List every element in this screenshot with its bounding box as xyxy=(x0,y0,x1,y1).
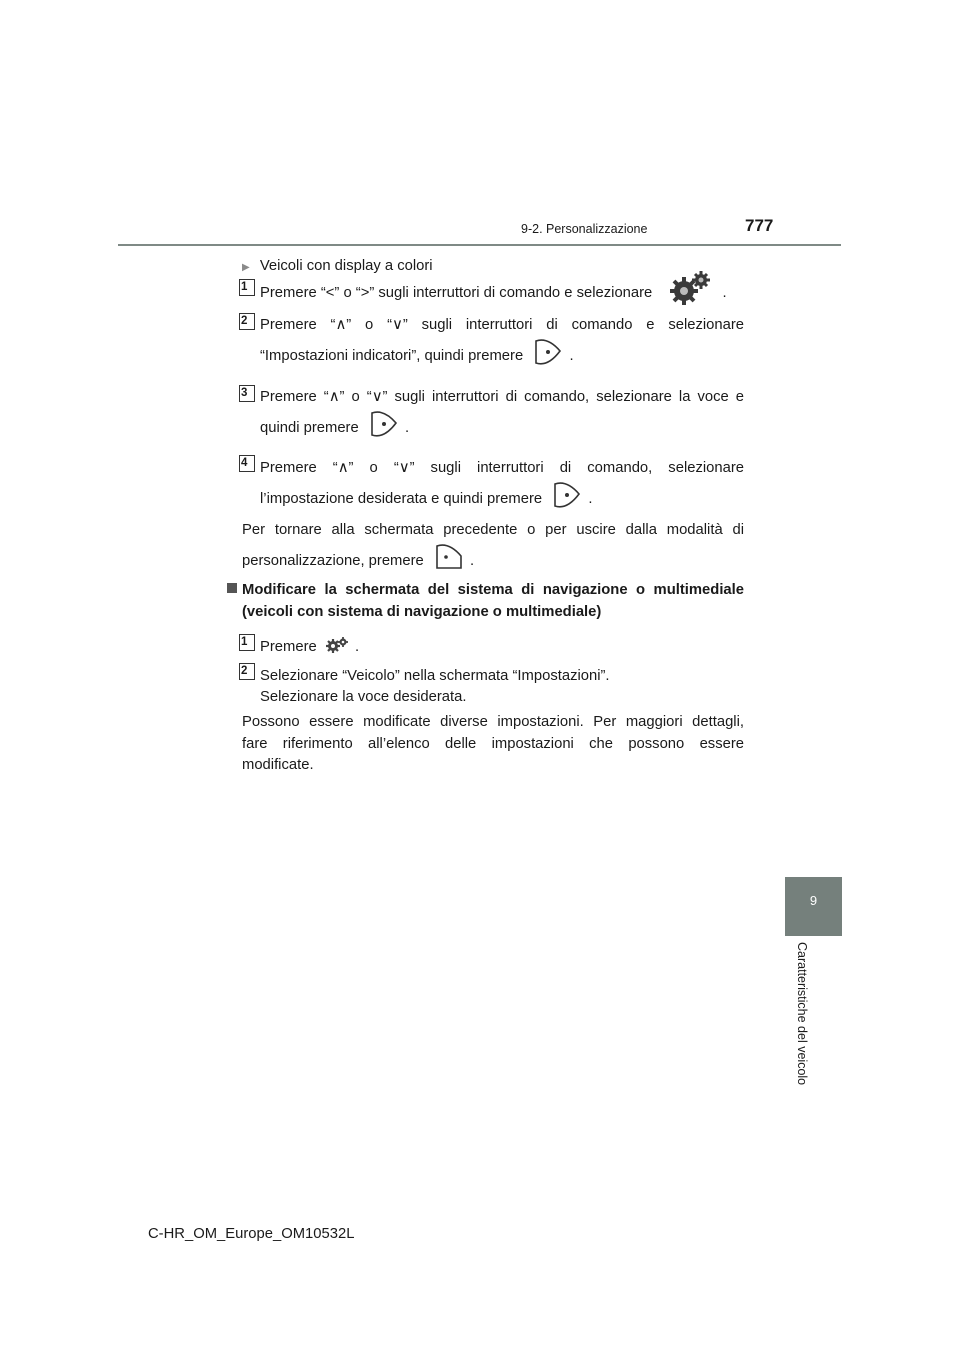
back-button-icon xyxy=(434,542,464,572)
step-number-2: 2 xyxy=(239,313,255,330)
section-title: 9-2. Personalizzazione xyxy=(521,222,648,236)
step-2-line-2-after: . xyxy=(569,347,574,364)
enter-button-icon xyxy=(533,337,563,367)
step-4-line-2-after: . xyxy=(588,490,593,507)
enter-button-icon xyxy=(552,480,582,510)
chapter-title xyxy=(790,942,814,1094)
step-1b-text xyxy=(260,637,359,657)
subheading-color-display xyxy=(242,256,433,278)
step-2-line-1: Premere “∧” o “∨” sugli interruttori di comando e selezionare xyxy=(260,317,744,333)
header-divider xyxy=(118,244,841,246)
chapter-title-text: Caratteristiche del veicolo xyxy=(795,942,809,1086)
gear-settings-icon xyxy=(668,271,714,305)
note-line-2 xyxy=(242,550,474,572)
section-heading-line-1: Modificare la schermata del sistema di navigazione o multimediale xyxy=(242,582,744,598)
step-3-line-2-before: quindi premere xyxy=(260,419,359,436)
step-1-text-before: Premere “<” o “>” sugli interruttori di comando e selezionare xyxy=(260,284,653,301)
step-4-line-2 xyxy=(260,488,593,510)
final-note-line-2: fare riferimento all’elenco delle impostazioni che possono essere xyxy=(242,736,744,752)
step-1b-text-before: Premere xyxy=(260,639,317,655)
document-id: C-HR_OM_Europe_OM10532L xyxy=(148,1226,355,1242)
step-2b-line-2: Selezionare la voce desiderata. xyxy=(260,689,467,705)
small-gear-icon xyxy=(325,636,349,654)
step-3-line-1: Premere “∧” o “∨” sugli interruttori di comando, selezionare la voce e xyxy=(260,389,744,405)
note-line-2-after: . xyxy=(470,552,475,569)
final-note-line-3: modificate. xyxy=(242,757,314,773)
step-3-line-2-after: . xyxy=(404,419,410,436)
step-4-line-2-before: l’impostazione desiderata e quindi premere xyxy=(260,490,543,507)
step-1-text-after: . xyxy=(722,284,727,301)
final-note-line-1: Possono essere modificate diverse impostazioni. Per maggiori dettagli, xyxy=(242,714,744,730)
step-2-line-2 xyxy=(260,345,574,367)
heading-square-bullet xyxy=(227,583,237,593)
triangle-bullet-icon: ▶ xyxy=(242,262,250,273)
page-number: 777 xyxy=(745,216,774,235)
enter-button-icon xyxy=(369,409,399,439)
step-1b-text-after: . xyxy=(355,639,360,655)
note-line-2-before: personalizzazione, premere xyxy=(242,552,424,569)
note-line-1: Per tornare alla schermata precedente o per uscire dalla modalità di xyxy=(242,522,744,538)
step-3-line-2 xyxy=(260,417,409,439)
step-number-2b: 2 xyxy=(239,663,255,680)
section-heading-line-2: (veicoli con sistema di navigazione o multimediale) xyxy=(242,604,602,620)
step-number-4: 4 xyxy=(239,455,255,472)
step-2b-line-1: Selezionare “Veicolo” nella schermata “Impostazioni”. xyxy=(260,668,610,684)
step-1-text xyxy=(260,281,727,305)
step-4-line-1: Premere “∧” o “∨” sugli interruttori di comando, selezionare xyxy=(260,460,744,476)
step-2-line-2-before: “Impostazioni indicatori”, quindi premere xyxy=(260,347,524,364)
step-number-1: 1 xyxy=(239,279,255,296)
step-number-3: 3 xyxy=(239,385,255,402)
step-number-1b: 1 xyxy=(239,634,255,651)
chapter-tab: 9 xyxy=(785,877,842,936)
subheading-text: Veicoli con display a colori xyxy=(259,258,433,274)
